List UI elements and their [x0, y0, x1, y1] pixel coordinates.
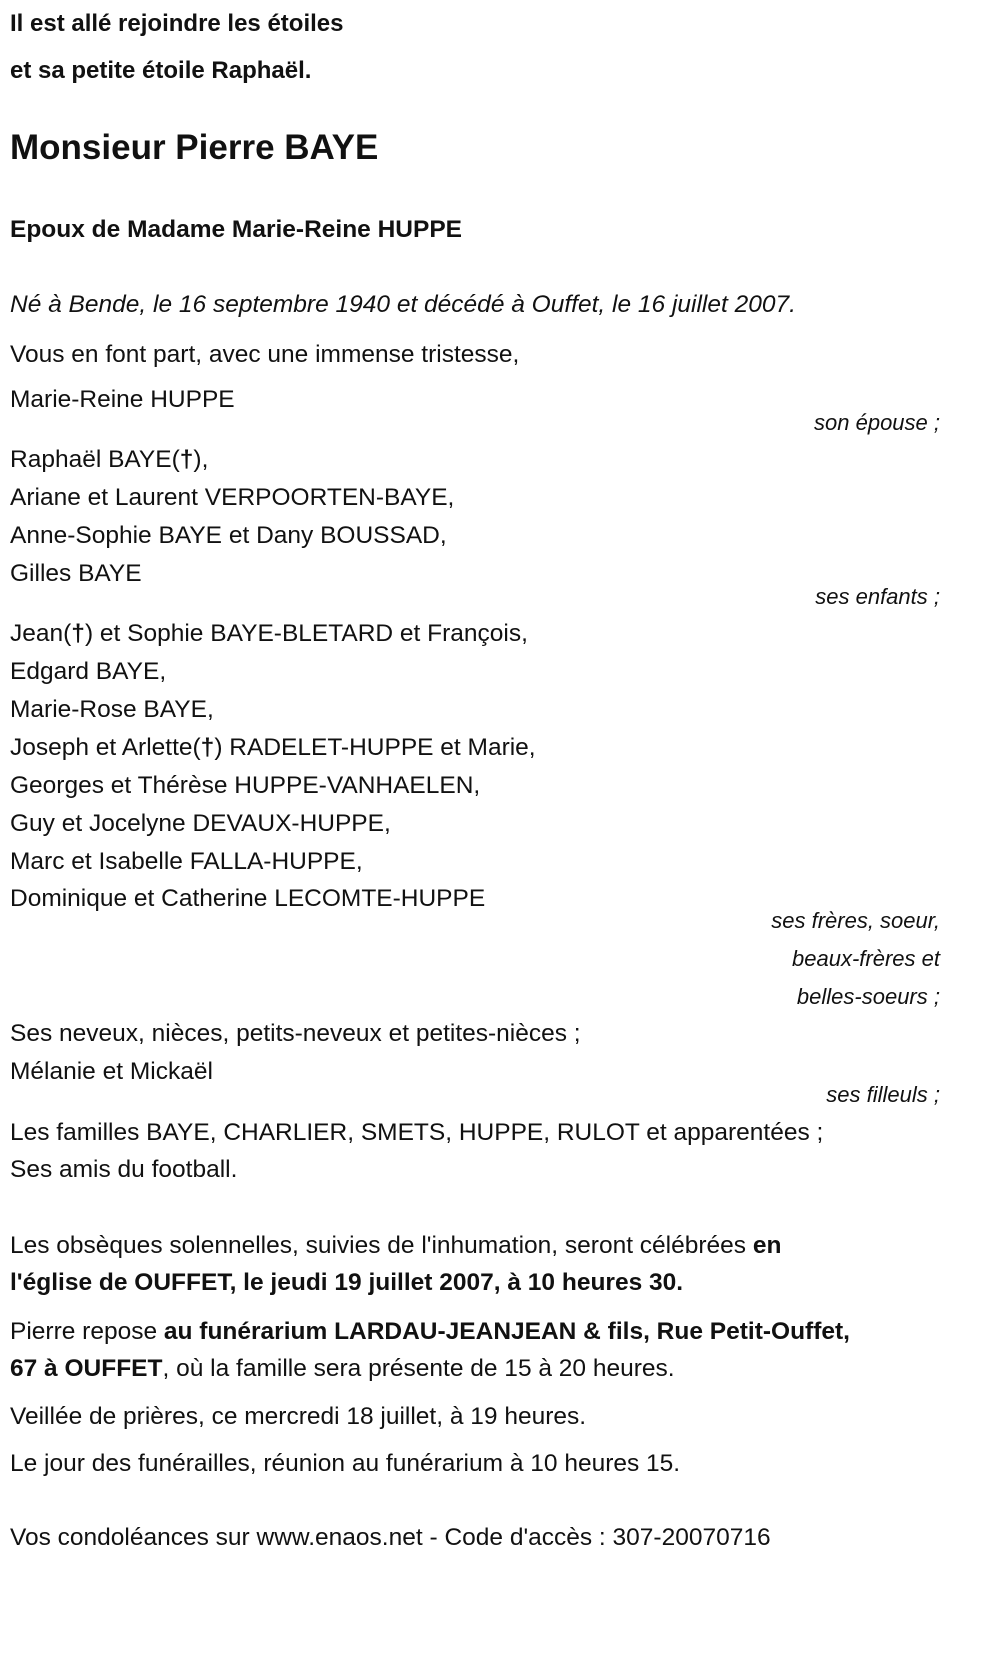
funeral-line-1 [10, 1231, 781, 1261]
child-name: Raphaël BAYE( [10, 446, 180, 473]
condolences-line: Vos condoléances sur www.enaos.net - Code d'accès : 307-20070716 [10, 1524, 771, 1551]
nephews-line: Ses neveux, nièces, petits-neveux et petites-nièces ; [10, 1020, 581, 1047]
siblings-role-2: beaux-frères et [792, 946, 940, 971]
godchildren-names: Mélanie et Mickaël [10, 1058, 213, 1085]
announcement: Vous en font part, avec une immense tristesse, [10, 341, 520, 368]
siblings-role-1: ses frères, soeur, [771, 908, 940, 933]
sibling-marie-rose: Marie-Rose BAYE, [10, 696, 214, 723]
spouse-line: Epoux de Madame Marie-Reine HUPPE [10, 216, 463, 243]
children-role: ses enfants ; [815, 584, 940, 609]
cross-icon: † [179, 446, 194, 473]
funeral-home: au funérarium LARDAU-JEANJEAN & fils, Rue Petit-Ouffet, [163, 1318, 850, 1345]
wife-name: Marie-Reine HUPPE [10, 386, 235, 413]
birth-death: Né à Bende, le 16 septembre 1940 et décédé à Ouffet, le 16 juillet 2007. [10, 291, 796, 318]
families-line: Les familles BAYE, CHARLIER, SMETS, HUPPE, RULOT et apparentées ; [10, 1119, 824, 1146]
cross-icon: † [200, 734, 215, 761]
funeral-bold: en [752, 1232, 782, 1259]
repose-text: Pierre repose [10, 1318, 164, 1345]
godchildren-role: ses filleuls ; [826, 1082, 940, 1107]
repose-tail: , où la famille sera présente de 15 à 20 heures. [162, 1355, 675, 1382]
sibling-marc: Marc et Isabelle FALLA-HUPPE, [10, 848, 363, 875]
repose-line-1 [10, 1317, 850, 1347]
sibling-georges: Georges et Thérèse HUPPE-VANHAELEN, [10, 772, 481, 799]
child-name-tail: ), [193, 446, 209, 473]
funeral-home-address: 67 à OUFFET [10, 1355, 163, 1382]
sibling-name: Jean( [10, 620, 72, 647]
child-anne-sophie: Anne-Sophie BAYE et Dany BOUSSAD, [10, 522, 447, 549]
sibling-edgard: Edgard BAYE, [10, 658, 167, 685]
meeting-line: Le jour des funérailles, réunion au funérarium à 10 heures 15. [10, 1450, 681, 1477]
funeral-text: Les obsèques solennelles, suivies de l'inhumation, seront célébrées [10, 1232, 753, 1259]
child-raphael [10, 445, 208, 475]
page-title: Monsieur Pierre BAYE [10, 128, 379, 167]
child-ariane: Ariane et Laurent VERPOORTEN-BAYE, [10, 484, 455, 511]
sibling-name-tail: ) RADELET-HUPPE et Marie, [214, 734, 536, 761]
sibling-name: Joseph et Arlette( [10, 734, 201, 761]
friends-line: Ses amis du football. [10, 1156, 238, 1183]
child-gilles: Gilles BAYE [10, 560, 142, 587]
sibling-name-tail: ) et Sophie BAYE-BLETARD et François, [84, 620, 528, 647]
siblings-role-3: belles-soeurs ; [796, 984, 940, 1009]
wife-role: son épouse ; [814, 410, 940, 435]
funeral-line-2: l'église de OUFFET, le jeudi 19 juillet 2007, à 10 heures 30. [10, 1269, 684, 1296]
sibling-jean [10, 619, 528, 649]
sibling-dominique: Dominique et Catherine LECOMTE-HUPPE [10, 885, 486, 912]
sibling-joseph [10, 733, 536, 763]
intro-line-2: et sa petite étoile Raphaël. [10, 57, 312, 84]
repose-line-2 [10, 1354, 675, 1384]
cross-icon: † [71, 620, 85, 647]
sibling-guy: Guy et Jocelyne DEVAUX-HUPPE, [10, 810, 391, 837]
intro-line-1: Il est allé rejoindre les étoiles [10, 10, 344, 37]
vigil-line: Veillée de prières, ce mercredi 18 juillet, à 19 heures. [10, 1403, 587, 1430]
